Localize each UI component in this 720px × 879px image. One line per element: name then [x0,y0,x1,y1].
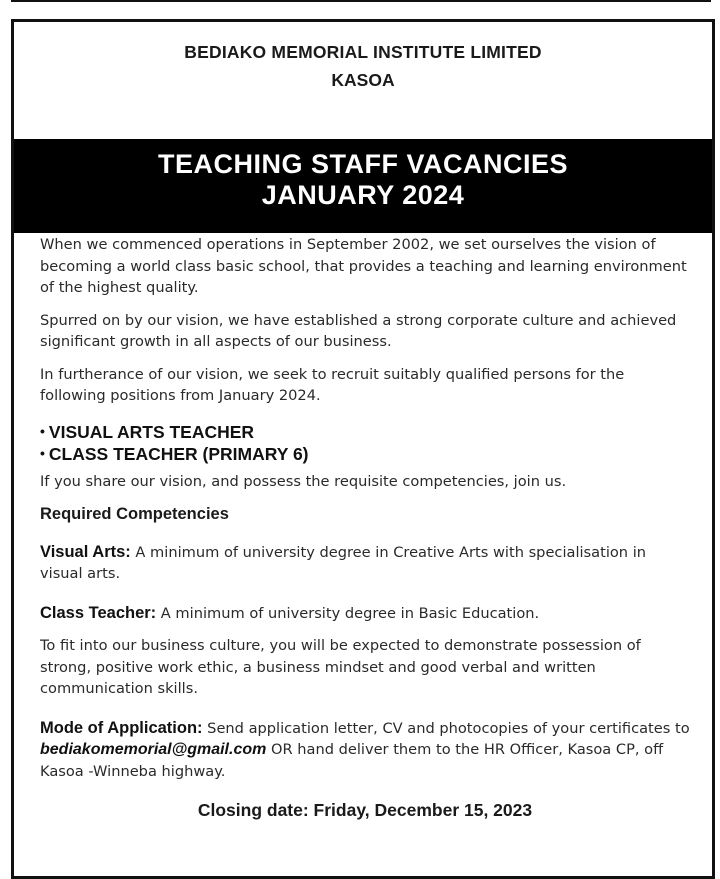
title-band [14,139,712,233]
competencies-heading: Required Competencies [40,505,229,523]
position-title: CLASS TEACHER (PRIMARY 6) [48,443,309,464]
application-paragraph [40,718,690,783]
competency-class-teacher [40,603,690,625]
advert-title: TEACHING STAFF VACANCIES [158,149,568,179]
positions-list [40,421,690,465]
organization-location: KASOA [331,70,395,90]
bullet-icon: • [40,422,45,439]
application-text-after: OR hand deliver them to the HR Officer, Kasoa CP, off Kasoa -Winneba highway. [40,741,664,780]
advert-body [40,234,690,822]
competency-label: Class Teacher: [40,603,157,622]
position-item [40,421,690,443]
previous-advert-border [11,0,711,2]
growth-paragraph: Spurred on by our vision, we have established a strong corporate culture and achieved significant growth in all aspects of our business. [40,311,677,350]
position-title: VISUAL ARTS TEACHER [48,421,255,442]
closing-date: Closing date: Friday, December 15, 2023 [197,800,533,820]
job-advert [11,19,715,879]
application-label: Mode of Application: [40,718,203,737]
competency-label: Visual Arts: [40,542,131,561]
competency-visual-arts [40,542,690,585]
bullet-icon: • [40,444,45,461]
competency-text: A minimum of university degree in Basic Education. [156,604,540,622]
application-text: Send application letter, CV and photocopies of your certificates to [202,719,690,737]
culture-paragraph: To fit into our business culture, you will be expected to demonstrate possession of strong, positive work ethic, a business mindset and good verbal and written communication skills. [40,637,641,697]
position-item [40,443,690,465]
advert-subtitle: JANUARY 2024 [261,180,465,210]
org-header [14,22,712,140]
application-email[interactable]: bediakomemorial@gmail.com [40,741,267,758]
invite-text: If you share our vision, and possess the requisite competencies, join us. [40,472,567,490]
intro-paragraph: When we commenced operations in September 2002, we set ourselves the vision of becoming a world class basic school, that provides a teaching and learning environment of the highest quality. [40,236,687,296]
recruit-paragraph: In furtherance of our vision, we seek to recruit suitably qualified persons for the following positions from January 2024. [40,365,625,404]
organization-name: BEDIAKO MEMORIAL INSTITUTE LIMITED [184,42,542,62]
competency-text: A minimum of university degree in Creative Arts with specialisation in visual arts. [40,543,646,582]
